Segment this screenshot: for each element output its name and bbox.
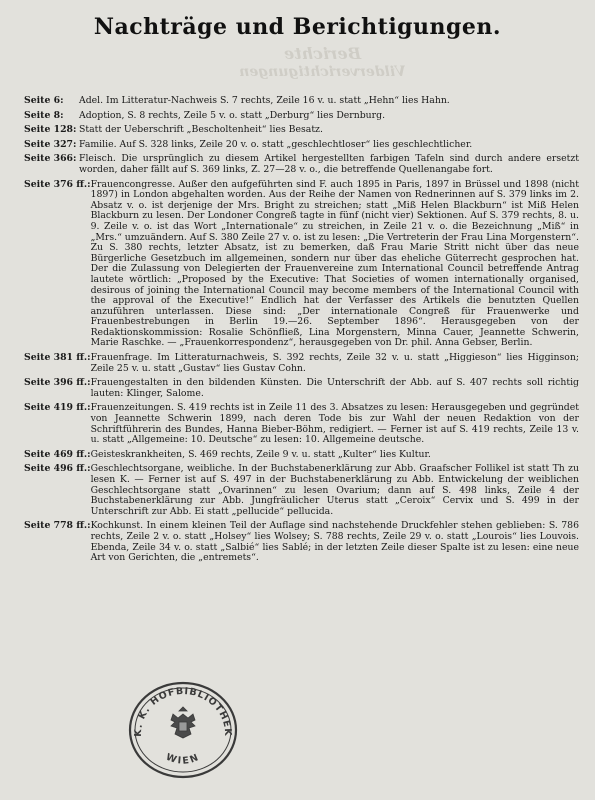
correction-entry	[24, 180, 579, 350]
page-reference: Seite 6:	[24, 95, 64, 106]
correction-text: Frauengestalten in den bildenden Künsten. Die Unterschrift der Abb. auf S. 407 rechts soll richtig lauten: Klinger, Salome.	[90, 377, 579, 399]
correction-entry	[24, 125, 579, 136]
correction-text: Frauenfrage. Im Litteraturnachweis, S. 392 rechts, Zeile 32 v. u. statt „Higgieson“ lies Higginson; Zeile 25 v. u. statt „Gustav“ lies Gustav Cohn.	[90, 352, 579, 374]
correction-text: Statt der Ueberschrift „Bescholtenheit“ lies Besatz.	[79, 124, 323, 136]
correction-text: Familie. Auf S. 328 links, Zeile 20 v. o. statt „geschlechtloser“ lies geschlechtlicher.	[79, 138, 473, 150]
page-reference: Seite 128:	[24, 124, 77, 136]
correction-entry	[24, 378, 579, 399]
correction-text: Geisteskrankheiten, S. 469 rechts, Zeile 9 v. u. statt „Kulter“ lies Kultur.	[90, 448, 431, 460]
page-reference: Seite 381 ff.:	[24, 352, 91, 364]
page-reference: Seite 327:	[24, 138, 77, 150]
bleed-through-text-1: Berichte	[283, 44, 362, 63]
page-reference: Seite 366:	[24, 153, 77, 165]
page-reference: Seite 376 ff.:	[24, 178, 91, 190]
correction-entry	[24, 403, 579, 445]
library-stamp	[127, 680, 239, 780]
correction-text: Kochkunst. In einem kleinen Teil der Auflage sind nachstehende Druckfehler stehen geblieben: S. 786 rechts, Zeile 2 v. o. statt „Holsey“ lies Wolsey; S. 788 rechts, Zeile 29 v. o. statt „Lourois“ lies Louvois. Ebenda, Zeile 34 v. o. statt „Salbié“ lies Sablé; in der letzten Zeile dieser Spalte ist zu lesen: eine neue Art von Gerichten, die „entremets“.	[90, 520, 579, 564]
page-reference: Seite 496 ff.:	[24, 463, 91, 475]
correction-text: Adel. Im Litteratur-Nachweis S. 7 rechts, Zeile 16 v. u. statt „Hehn“ lies Hahn.	[79, 95, 450, 106]
page-reference: Seite 8:	[24, 109, 64, 121]
correction-entry	[24, 140, 579, 151]
correction-text: Frauencongresse. Außer den aufgeführten sind F. auch 1895 in Paris, 1897 in Brüssel und 1898 (nicht 1897) in London abgehalten worden. Aus der Reihe der Namen von Rednerinnen auf S. 379 links im 2. Absatz v. o. ist derjenige der Mrs. Bright zu streichen; statt „Miß Helen Blackburn“ ist Miß Helen Blackburn zu lesen. Der Londoner Congreß tagte in fünf (nicht vier) Sektionen. Auf S. 379 rechts, 8. u. 9. Zeile v. o. ist das Wort „Internationale“ zu streichen, in Zeile 21 v. o. die Bezeichnung „Miß“ in „Mrs.“ umzuändern. Auf S. 380 Zeile 27 v. o. ist zu lesen: „Die Vertreterin der Frau Lina Morgenstern“. Zu S. 380 rechts, letzter Absatz, ist zu bemerken, daß Frau Marie Stritt nicht über das neue Bürgerliche Gesetzbuch im allgemeinen, sondern nur über das eheliche Güterrecht gesprochen hat. Der die Zulassung von Delegierten der Frauenvereine zum International Council betreffende Antrag lautete wörtlich: „Proposed by the Executive: That Societies of women internationally organised, desirous of joining the International Council may become members of the International Council with the approval of the Executive!“ Endlich hat der Verfasser des Artikels die benutzten Quellen anzuführen unterlassen. Diese sind: „Der internationale Congreß für Frauenwerke und Frauenbestrebungen in Berlin 19.—26. September 1896“. Herausgegeben von der Redaktionskommission: Rosalie Schönfließ, Lina Morgenstern, Minna Cauer, Jeannette Schwerin, Marie Raschke. — „Frauenkorrespondenz“, herausgegeben von Dr. phil. Anna Gebser, Berlin.	[90, 178, 579, 349]
page-reference: Seite 778 ff.:	[24, 520, 91, 532]
stamp-text-top: K. K. HOFBIBLIOTHEK	[132, 685, 234, 737]
correction-entry	[24, 111, 579, 122]
correction-entry	[24, 96, 579, 107]
correction-entry	[24, 464, 579, 517]
page-reference: Seite 396 ff.:	[24, 377, 91, 389]
correction-text: Geschlechtsorgane, weibliche. In der Buchstabenerklärung zur Abb. Graafscher Follikel ist statt Th zu lesen K. — Ferner ist auf S. 497 in der Buchstabenerklärung zu Abb. Entwickelung der weiblichen Geschlechtsorgane statt „Ovarinnen“ zu lesen Ovarium; dann auf S. 498 links, Zeile 4 der Buchstabenerklärung zur Abb. Jungfräulicher Uterus statt „Ceroix“ Cervix und S. 499 in der Unterschrift zur Abb. Ei statt „pellucide“ pellucida.	[90, 463, 579, 517]
correction-text: Fleisch. Die ursprünglich zu diesem Artikel hergestellten farbigen Tafeln sind durch andere ersetzt worden, daher fällt auf S. 369 links, Z. 27—28 v. o., die betreffende Quellenangabe fort.	[79, 153, 579, 175]
corrections-list	[24, 96, 579, 568]
correction-text: Frauenzeitungen. S. 419 rechts ist in Zeile 11 des 3. Absatzes zu lesen: Herausgegeben und gegründet von Jeannette Schwerin 1899, nach deren Tode bis zur Wahl der neuen Redaktion von der Schriftführerin des Bundes, Hanna Bieber-Böhm, redigiert. — Ferner ist auf S. 419 rechts, Zeile 13 v. u. statt „Allgemeine: 10. Deutsche“ zu lesen: 10. Allgemeine deutsche.	[90, 402, 579, 446]
correction-entry	[24, 353, 579, 374]
correction-entry	[24, 521, 579, 563]
page-reference: Seite 469 ff.:	[24, 448, 91, 460]
correction-entry	[24, 154, 579, 175]
page-reference: Seite 419 ff.:	[24, 402, 91, 414]
double-eagle-emblem-icon	[171, 707, 195, 738]
correction-text: Adoption, S. 8 rechts, Zeile 5 v. o. statt „Derburg“ lies Dernburg.	[79, 109, 386, 121]
bleed-through-text-2: Vilderverichtigungen	[239, 64, 406, 80]
stamp-text-bottom: WIEN	[164, 751, 202, 767]
correction-entry	[24, 450, 579, 461]
page-title: Nachträge und Berichtigungen.	[93, 14, 502, 40]
